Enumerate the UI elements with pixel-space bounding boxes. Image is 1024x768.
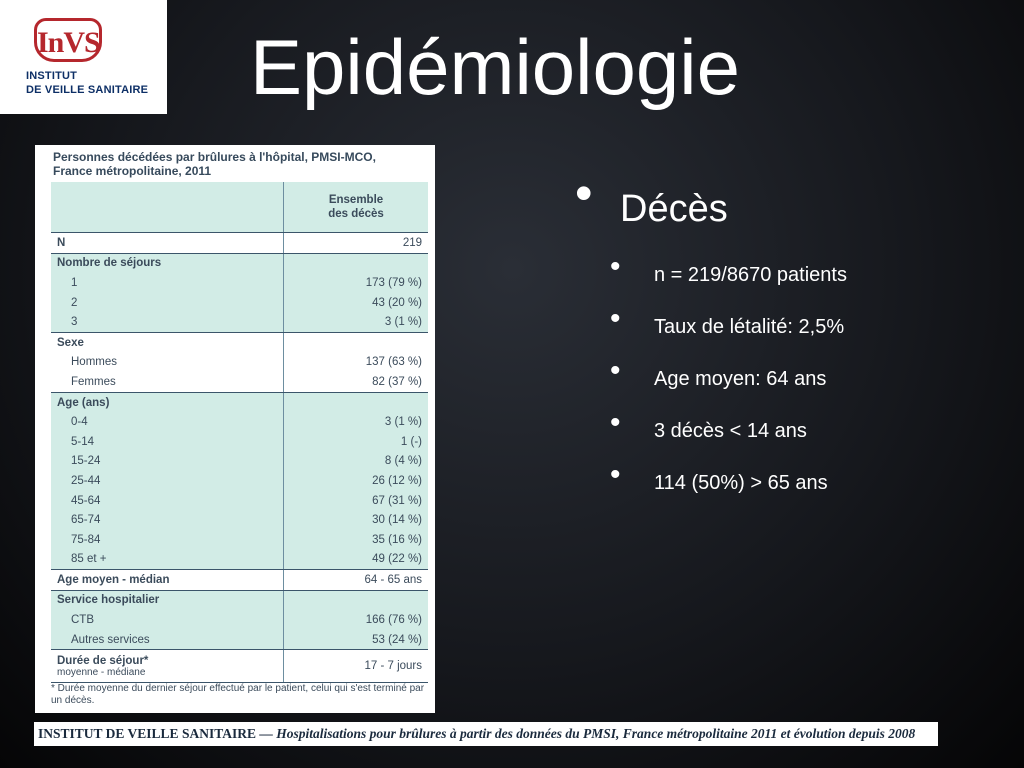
table-row — [51, 353, 428, 373]
column-header-line2: des décès — [328, 208, 384, 220]
row-label: 65-74 — [51, 510, 284, 530]
sub-bullet-text: 3 décès < 14 ans — [654, 420, 807, 442]
row-value: 67 (31 %) — [284, 491, 429, 511]
duration-label: Durée de séjour* — [57, 654, 149, 667]
row-value: 1 (-) — [284, 432, 429, 452]
banner-citation: — Hospitalisations pour brûlures à partir des données du PMSI, France métropolitaine 2011 et évolution depuis 2008 — [255, 726, 916, 741]
invs-logo-mark: InVS — [34, 18, 102, 62]
row-value: 43 (20 %) — [284, 293, 429, 313]
row-label: N — [51, 233, 284, 254]
row-label: 1 — [51, 273, 284, 293]
row-value: 3 (1 %) — [284, 412, 429, 432]
table-row — [51, 630, 428, 650]
row-label: Nombre de séjours — [51, 253, 284, 273]
logo-text-line1: INSTITUT — [26, 70, 78, 82]
sub-bullet-text: 114 (50%) > 65 ans — [654, 472, 828, 494]
table-row — [51, 392, 428, 412]
row-label: 25-44 — [51, 471, 284, 491]
row-value: 35 (16 %) — [284, 530, 429, 550]
table-title-line2: France métropolitaine, 2011 — [53, 164, 212, 178]
row-label: Hommes — [51, 353, 284, 373]
row-value: 173 (79 %) — [284, 273, 429, 293]
row-value: 82 (37 %) — [284, 372, 429, 392]
table-row — [51, 530, 428, 550]
column-header — [284, 182, 429, 233]
row-label: 75-84 — [51, 530, 284, 550]
column-header-line1: Ensemble — [328, 194, 384, 206]
row-label: 0-4 — [51, 412, 284, 432]
row-value: 137 (63 %) — [284, 353, 429, 373]
row-value — [284, 332, 429, 352]
banner-institution: INSTITUT DE VEILLE SANITAIRE — [38, 726, 256, 741]
duration-sublabel: moyenne - médiane — [57, 666, 146, 678]
table-header-row — [51, 182, 428, 233]
row-label: 15-24 — [51, 452, 284, 472]
row-value — [284, 392, 429, 412]
row-value — [284, 590, 429, 610]
statistics-table-panel — [35, 145, 435, 713]
table-row — [51, 570, 428, 591]
table-title — [53, 150, 433, 178]
slide-title: Epidémiologie — [250, 23, 740, 111]
row-label: CTB — [51, 610, 284, 630]
bullet-dot-icon: • — [610, 406, 621, 439]
row-value: 17 - 7 jours — [284, 650, 429, 683]
row-label: Age (ans) — [51, 392, 284, 412]
row-value — [284, 253, 429, 273]
table-row — [51, 332, 428, 352]
row-label: Femmes — [51, 372, 284, 392]
table-row — [51, 273, 428, 293]
row-label: Autres services — [51, 630, 284, 650]
table-row — [51, 491, 428, 511]
table-row — [51, 312, 428, 332]
row-label — [51, 650, 284, 683]
table-row — [51, 510, 428, 530]
table-footnote: * Durée moyenne du dernier séjour effectué par le patient, celui qui s'est terminé par un décès. — [51, 683, 425, 706]
source-banner — [34, 722, 938, 746]
bullet-dot-icon: • — [610, 250, 621, 283]
invs-logo — [0, 0, 167, 114]
statistics-table — [51, 182, 428, 683]
table-row — [51, 293, 428, 313]
bullet-dot-icon: • — [610, 458, 621, 491]
bullet-dot-icon: • — [575, 165, 593, 221]
row-value: 26 (12 %) — [284, 471, 429, 491]
header-empty-cell — [51, 182, 284, 233]
row-value: 30 (14 %) — [284, 510, 429, 530]
row-label: Age moyen - médian — [51, 570, 284, 591]
table-row — [51, 452, 428, 472]
sub-bullet-text: n = 219/8670 patients — [654, 264, 847, 286]
table-row — [51, 610, 428, 630]
bullet-dot-icon: • — [610, 302, 621, 335]
row-value: 219 — [284, 233, 429, 254]
table-row — [51, 650, 428, 683]
table-row — [51, 432, 428, 452]
sub-bullet-text: Age moyen: 64 ans — [654, 368, 827, 390]
row-value: 166 (76 %) — [284, 610, 429, 630]
row-label: 2 — [51, 293, 284, 313]
row-label: Sexe — [51, 332, 284, 352]
row-value: 53 (24 %) — [284, 630, 429, 650]
row-label: 3 — [51, 312, 284, 332]
table-title-line1: Personnes décédées par brûlures à l'hôpital, PMSI-MCO, — [53, 150, 376, 164]
logo-text-line2: DE VEILLE SANITAIRE — [26, 84, 149, 96]
table-row — [51, 253, 428, 273]
sub-bullet-text: Taux de létalité: 2,5% — [654, 316, 845, 338]
row-value: 49 (22 %) — [284, 550, 429, 570]
table-row — [51, 233, 428, 254]
row-label: Service hospitalier — [51, 590, 284, 610]
bullet-dot-icon: • — [610, 354, 621, 387]
table-row — [51, 471, 428, 491]
row-label: 5-14 — [51, 432, 284, 452]
table-row — [51, 412, 428, 432]
table-row — [51, 372, 428, 392]
row-value: 3 (1 %) — [284, 312, 429, 332]
row-label: 45-64 — [51, 491, 284, 511]
main-bullet-text: Décès — [620, 188, 728, 230]
table-row — [51, 590, 428, 610]
row-value: 64 - 65 ans — [284, 570, 429, 591]
table-row — [51, 550, 428, 570]
row-label: 85 et + — [51, 550, 284, 570]
row-value: 8 (4 %) — [284, 452, 429, 472]
